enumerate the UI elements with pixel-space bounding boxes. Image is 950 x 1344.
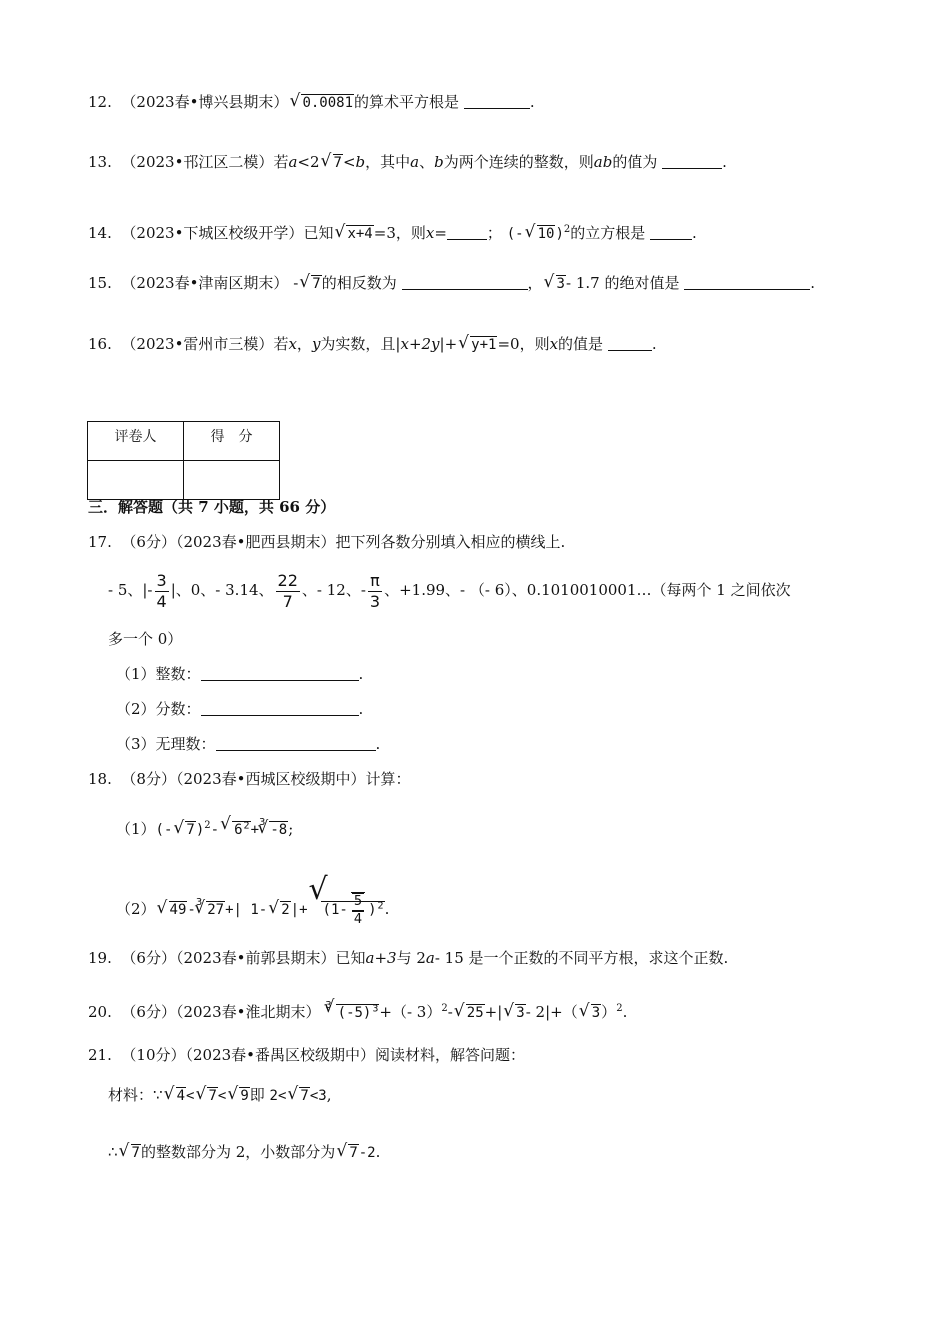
cbrt-neg-8: √ -8 xyxy=(258,819,288,841)
irrational-blank[interactable] xyxy=(216,735,376,751)
question-source: （2023春•津南区期末） xyxy=(121,274,289,292)
score-header-grader: 评卷人 xyxy=(88,422,184,461)
question-points: （10分） xyxy=(121,1046,186,1064)
question-20: 20. （6分）（2023春•淮北期末） $^3$√ $(-5)^3+(-$ 3）$^2$-√ 25+|√ 3- 2|+（√ 3）$^2$. xyxy=(88,995,627,1024)
sqrt-49: √ 49 xyxy=(158,895,188,925)
cbrt-neg5-cubed: √ $(-5)^3$ xyxy=(325,998,380,1024)
sqrt-2: √ 2 xyxy=(269,895,290,925)
question-number: 20. xyxy=(88,1003,112,1021)
part-2-expression: （2）√ 49-$^3$√ 27+| 1-√ 2|+√ (1- $\frac{5}{4}$ )$^2$. xyxy=(116,888,389,928)
question-14: 14. （2023•下城区校级开学）已知√ x+4=3，则x= ； (-√ 10)$^2$的立方根是 . xyxy=(88,219,697,245)
sqrt-expression: √ 3 xyxy=(545,273,566,295)
fraction-answer: （2）分数： . xyxy=(116,700,364,718)
sqrt-expression: √ y+1 xyxy=(459,334,497,356)
section-title: 三．解答题（共 7 小题，共 66 分） xyxy=(88,498,336,516)
cbrt-27: √ 27 xyxy=(195,895,225,925)
question-12: 12. （2023春•博兴县期末）√ 0.0081的算术平方根是 . xyxy=(88,91,535,114)
grader-cell[interactable] xyxy=(88,461,184,500)
number-list-continued: 多一个 0） xyxy=(108,630,183,648)
part-1-expression: （1）(-√ 7)$^2$-√ $6^2+^3√$ -8; xyxy=(116,812,293,841)
answer-blank[interactable] xyxy=(464,93,530,109)
sqrt-7-d: √ 7 xyxy=(337,1142,358,1164)
question-number: 15. xyxy=(88,274,112,292)
question-21 xyxy=(88,1044,525,1066)
question-17 xyxy=(88,531,565,553)
sqrt-4: √ 4 xyxy=(165,1085,186,1107)
number-list: - 5、|- $\frac{3}{4}$ |、0、- 3.14、 $\frac{22}{7}$ 、- 12、- $\frac{\pi}{3}$ 、+1.99、- （- 6）、0.1010010001…（每两个 1 之间依次 xyxy=(108,570,791,611)
fraction-pi-3: $\frac{\pi}{3}$ xyxy=(369,570,381,611)
question-number: 19. xyxy=(88,949,112,967)
question-text: 计算： xyxy=(365,770,411,788)
question-source: （2023春•淮北期末） xyxy=(175,1003,321,1021)
question-source: （2023春•肥西县期末） xyxy=(175,533,336,551)
sqrt-7: √ 7 xyxy=(174,819,195,841)
answer-blank[interactable] xyxy=(662,153,722,169)
sqrt-7-c: √ 7 xyxy=(120,1142,141,1164)
fraction-blank[interactable] xyxy=(201,700,359,716)
question-19: 19. （6分）（2023春•前郭县期末）已知a+3与 2a- 15 是一个正数的不同平方根，求这个正数. xyxy=(88,949,729,967)
sqrt-3: √ 3 xyxy=(504,1002,525,1024)
question-18 xyxy=(88,768,411,790)
integer-answer: （1）整数： . xyxy=(116,665,364,683)
question-text: 阅读材料，解答问题： xyxy=(375,1046,526,1064)
sqrt-expression: √ 10 xyxy=(526,223,556,245)
question-source: （2023•邗江区二模） xyxy=(121,153,274,171)
question-source: （2023•雷州市三模） xyxy=(121,335,274,353)
material-line-2: ∴√ 7的整数部分为 2，小数部分为√ 7-2. xyxy=(108,1141,380,1164)
sqrt-expression: √ x+4 xyxy=(335,223,373,245)
question-source: （2023春•番禺区校级期中） xyxy=(185,1046,376,1064)
score-header-score: 得 分 xyxy=(184,422,280,461)
material-line-1: 材料：∵√ 4<√ 7<√ 9即 2<√ 7<3, xyxy=(108,1084,331,1107)
sqrt-7-b: √ 7 xyxy=(288,1085,309,1107)
question-number: 12. xyxy=(88,93,112,111)
question-points: （8分） xyxy=(121,770,176,788)
question-source: （2023春•前郭县期末） xyxy=(175,949,336,967)
question-number: 21. xyxy=(88,1046,112,1064)
answer-blank-1[interactable] xyxy=(447,224,487,240)
question-text: 的算术平方根是 xyxy=(354,93,460,111)
answer-blank-2[interactable] xyxy=(650,224,692,240)
question-points: （6分） xyxy=(121,1003,176,1021)
sqrt-expression: √ 7 xyxy=(300,273,321,295)
score-cell[interactable] xyxy=(184,461,280,500)
question-number: 17. xyxy=(88,533,112,551)
score-table xyxy=(87,421,280,500)
question-text: 把下列各数分别填入相应的横线上. xyxy=(335,533,566,551)
question-number: 13. xyxy=(88,153,112,171)
question-source: （2023•下城区校级开学） xyxy=(121,224,304,242)
question-15: 15. （2023春•津南区期末） -√ 7的相反数为 ，√ 3- 1.7 的绝对值是 . xyxy=(88,272,815,295)
sqrt-6-squared: √ $6^2$ xyxy=(221,815,250,841)
sqrt-25: √ 25 xyxy=(455,1002,485,1024)
sqrt-fraction-squared: √ (1- $\frac{5}{4}$ )$^2$ xyxy=(310,891,385,928)
question-13: 13. （2023•邗江区二模）若a<2√ 7<b，其中a、b为两个连续的整数，则ab的值为 . xyxy=(88,151,727,174)
integer-blank[interactable] xyxy=(201,665,359,681)
sqrt-expression: √ 0.0081 xyxy=(290,92,354,114)
question-points: （6分） xyxy=(121,533,176,551)
fraction-3-4: $\frac{3}{4}$ xyxy=(156,570,167,611)
question-number: 18. xyxy=(88,770,112,788)
question-number: 16. xyxy=(88,335,112,353)
question-number: 14. xyxy=(88,224,112,242)
sqrt-expression: √ 7 xyxy=(322,152,343,174)
fraction-22-7: $\frac{22}{7}$ xyxy=(277,570,298,611)
answer-blank[interactable] xyxy=(608,335,652,351)
sqrt-3-b: √ 3 xyxy=(580,1002,601,1024)
question-source: （2023春•博兴县期末） xyxy=(121,93,289,111)
answer-blank-2[interactable] xyxy=(684,274,810,290)
answer-blank-1[interactable] xyxy=(402,274,528,290)
sqrt-7: √ 7 xyxy=(196,1085,217,1107)
sqrt-9: √ 9 xyxy=(228,1085,249,1107)
question-points: （6分） xyxy=(121,949,176,967)
question-source: （2023春•西城区校级期中） xyxy=(175,770,366,788)
question-16: 16. （2023•雷州市三模）若x，y为实数，且|x+2y|+√ y+1=0，则x的值是 . xyxy=(88,333,657,356)
irrational-answer: （3）无理数： . xyxy=(116,735,381,753)
